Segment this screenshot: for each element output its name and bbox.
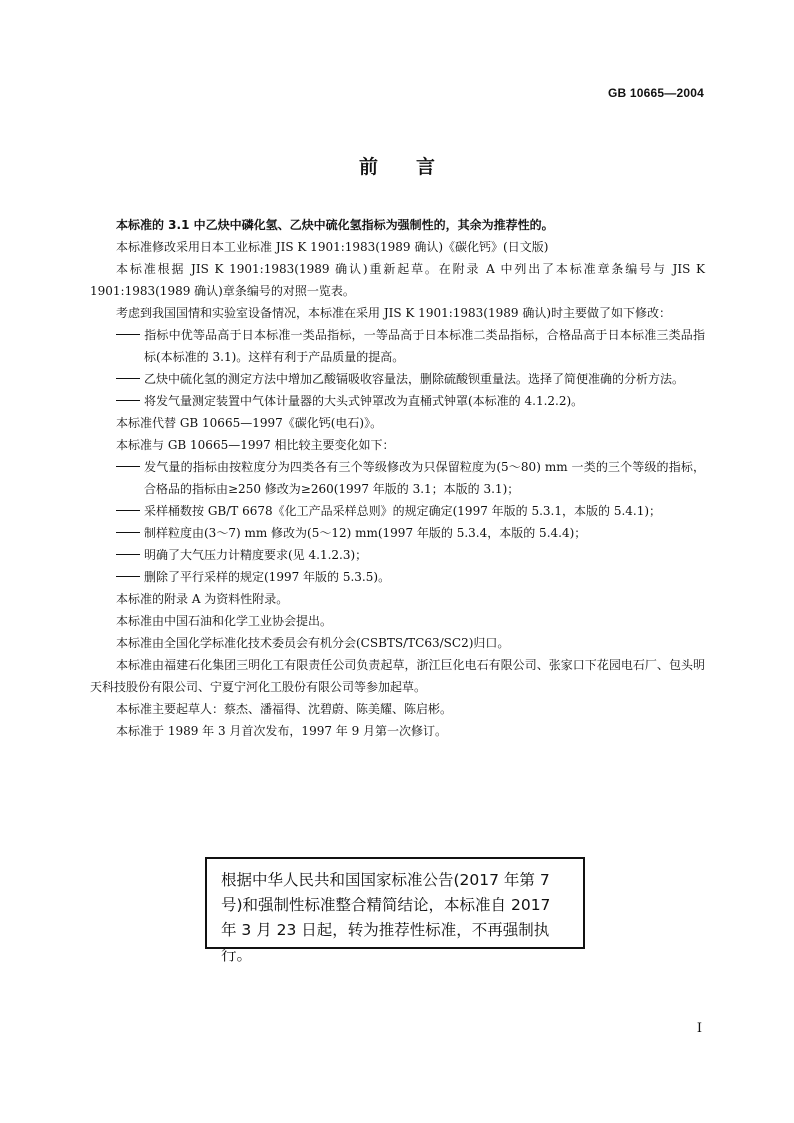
paragraph: 本标准由中国石油和化学工业协会提出。	[116, 614, 333, 628]
paragraph: 本标准与 GB 10665—1997 相比较主要变化如下：	[116, 438, 395, 452]
paragraph: 本标准于 1989 年 3 月首次发布，1997 年 9 月第一次修订。	[116, 724, 448, 738]
list-item: 发气量的指标由按粒度分为四类各有三个等级修改为只保留粒度为(5～80) mm 一类的三个等级的指标，合格品的指标由≥250 修改为≥260(1997 年版的 3.1；本版的 3.1)；	[90, 456, 705, 500]
paragraph: 本标准的附录 A 为资料性附录。	[116, 592, 289, 606]
paragraph: 本标准代替 GB 10665—1997《碳化钙(电石)》。	[116, 416, 383, 430]
dash-bullet-icon	[116, 390, 144, 412]
list-item: 删除了平行采样的规定(1997 年版的 5.3.5)。	[90, 566, 705, 588]
dash-bullet-icon	[116, 544, 144, 566]
dash-bullet-icon	[116, 368, 144, 390]
paragraph: 考虑到我国国情和实验室设备情况，本标准在采用 JIS K 1901:1983(1989 确认)时主要做了如下修改：	[116, 306, 672, 320]
status-change-notice: 根据中华人民共和国国家标准公告(2017 年第 7 号)和强制性标准整合精简结论，本标准自 2017 年 3 月 23 日起，转为推荐性标准，不再强制执行。	[205, 857, 585, 949]
list-item: 将发气量测定装置中气体计量器的大头式钟罩改为直桶式钟罩(本标准的 4.1.2.2)。	[90, 390, 705, 412]
page-number: I	[696, 1021, 702, 1036]
list-item: 乙炔中硫化氢的测定方法中增加乙酸镉吸收容量法，删除硫酸钡重量法。选择了简便准确的分析方法。	[90, 368, 705, 390]
dash-bullet-icon	[116, 522, 144, 544]
paragraph: 本标准主要起草人：蔡杰、潘福得、沈碧蔚、陈美耀、陈启彬。	[116, 702, 453, 716]
mandatory-clause-statement: 本标准的 3.1 中乙炔中磷化氢、乙炔中硫化氢指标为强制性的，其余为推荐性的。	[116, 218, 554, 232]
paragraph: 本标准修改采用日本工业标准 JIS K 1901:1983(1989 确认)《碳化钙》(日文版)	[116, 240, 549, 254]
list-item: 指标中优等品高于日本标准一类品指标，一等品高于日本标准二类品指标，合格品高于日本标准三类品指标(本标准的 3.1)。这样有利于产品质量的提高。	[90, 324, 705, 368]
dash-bullet-icon	[116, 456, 144, 478]
list-item: 明确了大气压力计精度要求(见 4.1.2.3)；	[90, 544, 705, 566]
paragraph: 本标准根据 JIS K 1901:1983(1989 确认)重新起草。在附录 A 中列出了本标准章条编号与 JIS K 1901:1983(1989 确认)章条编号的对照一览表。	[90, 262, 705, 298]
dash-bullet-icon	[116, 500, 144, 522]
paragraph: 本标准由福建石化集团三明化工有限责任公司负责起草，浙江巨化电石有限公司、张家口下花园电石厂、包头明天科技股份有限公司、宁夏宁河化工股份有限公司等参加起草。	[90, 658, 705, 694]
foreword-body	[90, 214, 705, 742]
dash-bullet-icon	[116, 566, 144, 588]
list-item: 采样桶数按 GB/T 6678《化工产品采样总则》的规定确定(1997 年版的 5.3.1，本版的 5.4.1)；	[90, 500, 705, 522]
dash-bullet-icon	[116, 324, 144, 346]
list-item: 制样粒度由(3～7) mm 修改为(5～12) mm(1997 年版的 5.3.4，本版的 5.4.4)；	[90, 522, 705, 544]
standard-code: GB 10665—2004	[608, 86, 704, 100]
paragraph: 本标准由全国化学标准化技术委员会有机分会(CSBTS/TC63/SC2)归口。	[116, 636, 510, 650]
page-title: 前言	[358, 156, 473, 178]
